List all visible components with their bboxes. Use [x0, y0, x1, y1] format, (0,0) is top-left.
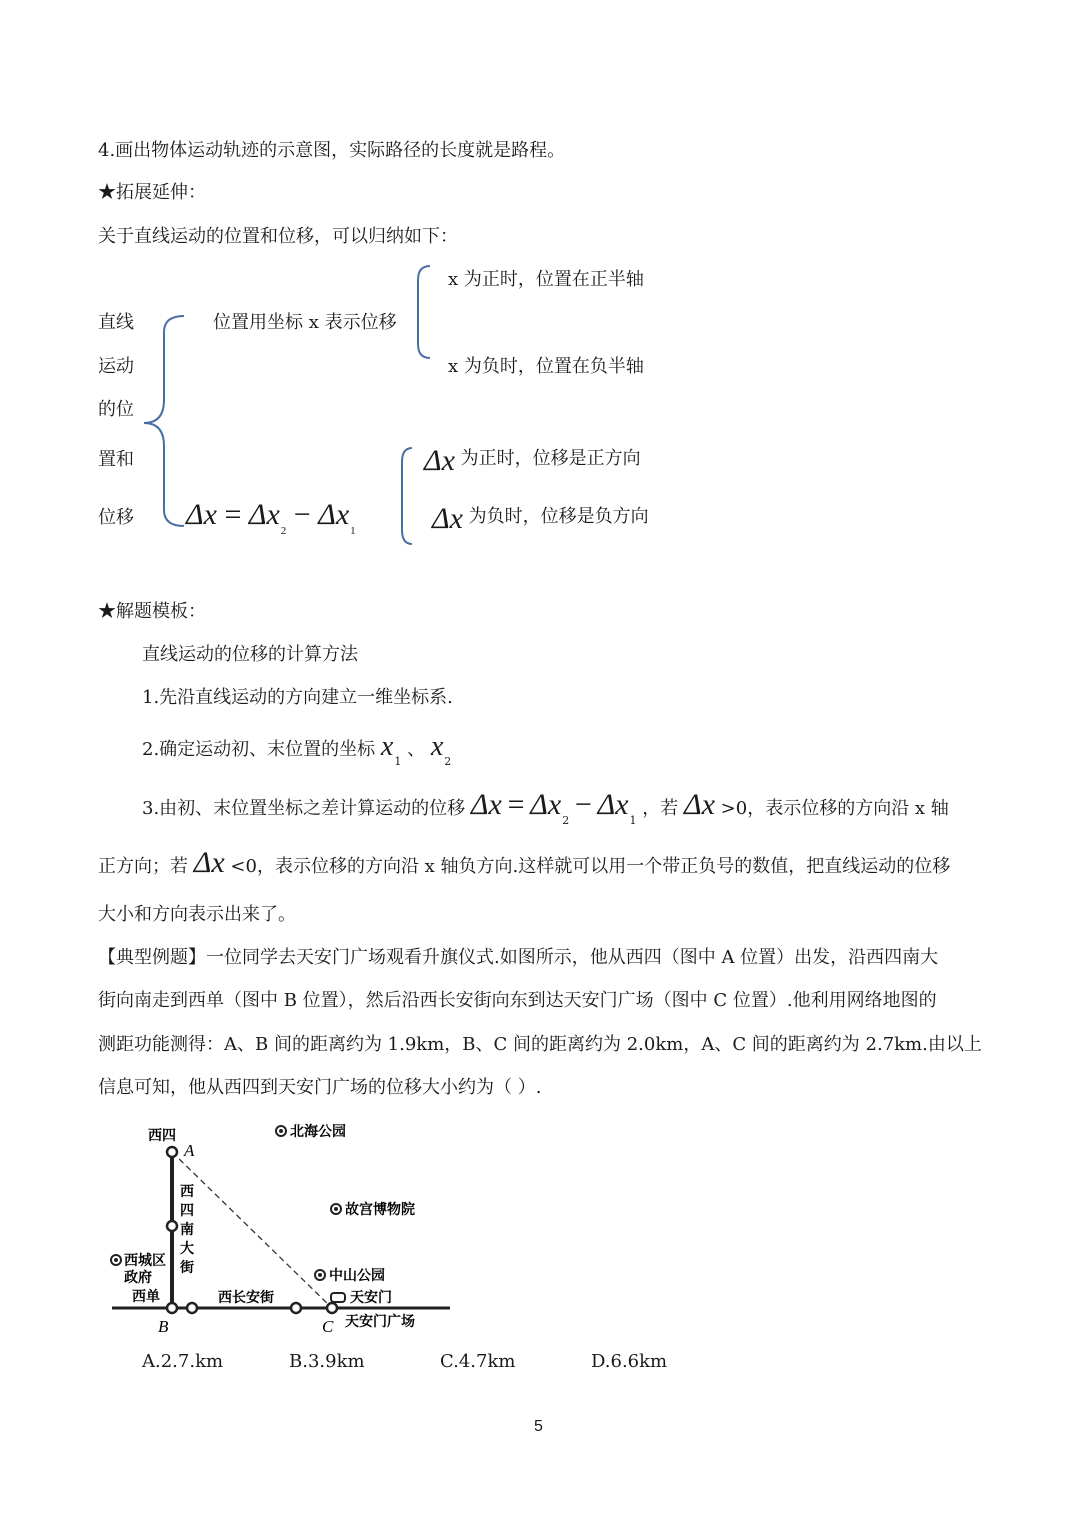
example-line-2: 街向南走到西单（图中 B 位置），然后沿西长安街向东到达天安门广场（图中 C 位置）.他利用网络地图的 [98, 990, 937, 1011]
square-label: 天安门广场 [345, 1314, 415, 1330]
beihai-marker [279, 1129, 283, 1133]
left-label-line-1: 直线 [98, 312, 134, 333]
point-c-label: C [322, 1317, 334, 1336]
beihai-label: 北海公园 [290, 1124, 346, 1140]
template-step-2: 2.确定运动初、末位置的坐标 $x_1$ 、 $x_2$ [142, 731, 452, 768]
position-brace [418, 266, 430, 358]
page-number: 5 [534, 1418, 543, 1435]
position-positive-case: x 为正时，位置在正半轴 [448, 269, 644, 290]
left-label-line-4: 置和 [98, 449, 134, 470]
street-char-5: 街 [180, 1260, 194, 1276]
template-step-3-line-2: 正方向；若 Δx <0，表示位移的方向沿 x 轴负方向.这样就可以用一个带正负号的数值，把直线运动的位移 [98, 846, 951, 879]
point-b-label: B [158, 1317, 169, 1336]
option-b: B.3.9km [289, 1351, 365, 1372]
stop-marker [291, 1303, 301, 1313]
option-a: A.2.7.km [142, 1351, 224, 1372]
option-d: D.6.6km [591, 1351, 668, 1372]
displacement-negative-case: 为负时，位移是负方向 [468, 506, 649, 527]
xidan-label: 西单 [132, 1289, 160, 1305]
left-label-line-3: 的位 [98, 399, 134, 420]
example-line-1: 【典型例题】一位同学去天安门广场观看升旗仪式.如图所示，他从西四（图中 A 位置）出发，沿西四南大 [98, 947, 939, 968]
template-title: ★解题模板： [98, 601, 206, 622]
main-brace [144, 316, 184, 526]
template-step-3-line-3: 大小和方向表示出来了。 [98, 904, 296, 925]
gugong-label: 故宫博物院 [345, 1202, 415, 1218]
gugong-marker [334, 1207, 338, 1211]
extension-desc: 关于直线运动的位置和位移，可以归纳如下： [98, 226, 458, 247]
position-label: 位置用坐标 x 表示位移 [213, 312, 397, 333]
example-line-4: 信息可知，他从西四到天安门广场的位移大小约为（ ）. [98, 1077, 542, 1098]
template-step-3-line-1: 3.由初、末位置坐标之差计算运动的位移 $\Delta x = \Delta x_2 - \Delta x_1$ ，若 Δx >0，表示位移的方向沿 x 轴 [142, 788, 949, 827]
xicheng-marker [114, 1258, 118, 1262]
template-step-1: 1.先沿直线运动的方向建立一维坐标系. [142, 687, 453, 708]
left-label-line-2: 运动 [98, 356, 134, 377]
route-map [0, 1110, 500, 1340]
displacement-line [172, 1152, 332, 1308]
street-char-1: 西 [180, 1184, 194, 1200]
example-line-3: 测距功能测得：A、B 间的距离约为 1.9km，B、C 间的距离约为 2.0km，A、C 间的距离约为 2.7km.由以上 [98, 1034, 982, 1055]
xisi-label: 西四 [148, 1128, 176, 1144]
option-c: C.4.7km [440, 1351, 516, 1372]
street-char-2: 四 [180, 1203, 194, 1219]
point-c-marker [327, 1303, 337, 1313]
point-b-marker [167, 1303, 177, 1313]
tiananmen-label: 天安门 [350, 1290, 392, 1306]
delta-x-symbol: Δx [424, 444, 455, 477]
displacement-formula: $\Delta x = \Delta x_2 - \Delta x_1$ [186, 498, 356, 537]
position-negative-case: x 为负时，位置在负半轴 [448, 356, 644, 377]
stop-marker [167, 1221, 177, 1231]
extension-title: ★拓展延伸： [98, 182, 206, 203]
displacement-positive-row [424, 446, 641, 476]
displacement-positive-case: 为正时，位移是正方向 [460, 448, 641, 469]
template-heading: 直线运动的位移的计算方法 [142, 644, 358, 665]
zhongshan-marker [318, 1273, 322, 1277]
point-a-marker [167, 1147, 177, 1157]
xicheng-label-1: 西城区 [124, 1253, 166, 1269]
delta-x-symbol: Δx [432, 502, 463, 535]
left-label-line-5: 位移 [98, 507, 134, 528]
stop-marker [187, 1303, 197, 1313]
point-a-label: A [184, 1141, 195, 1160]
tiananmen-icon [331, 1293, 345, 1302]
xichangan-label: 西长安街 [218, 1290, 274, 1306]
displacement-negative-row [432, 504, 649, 534]
street-char-3: 南 [180, 1222, 194, 1238]
displacement-brace [402, 448, 412, 544]
zhongshan-label: 中山公园 [329, 1268, 385, 1284]
item-4-text: 4.画出物体运动轨迹的示意图，实际路径的长度就是路程。 [98, 140, 566, 161]
street-char-4: 大 [180, 1241, 194, 1257]
xicheng-label-2: 政府 [124, 1270, 152, 1286]
